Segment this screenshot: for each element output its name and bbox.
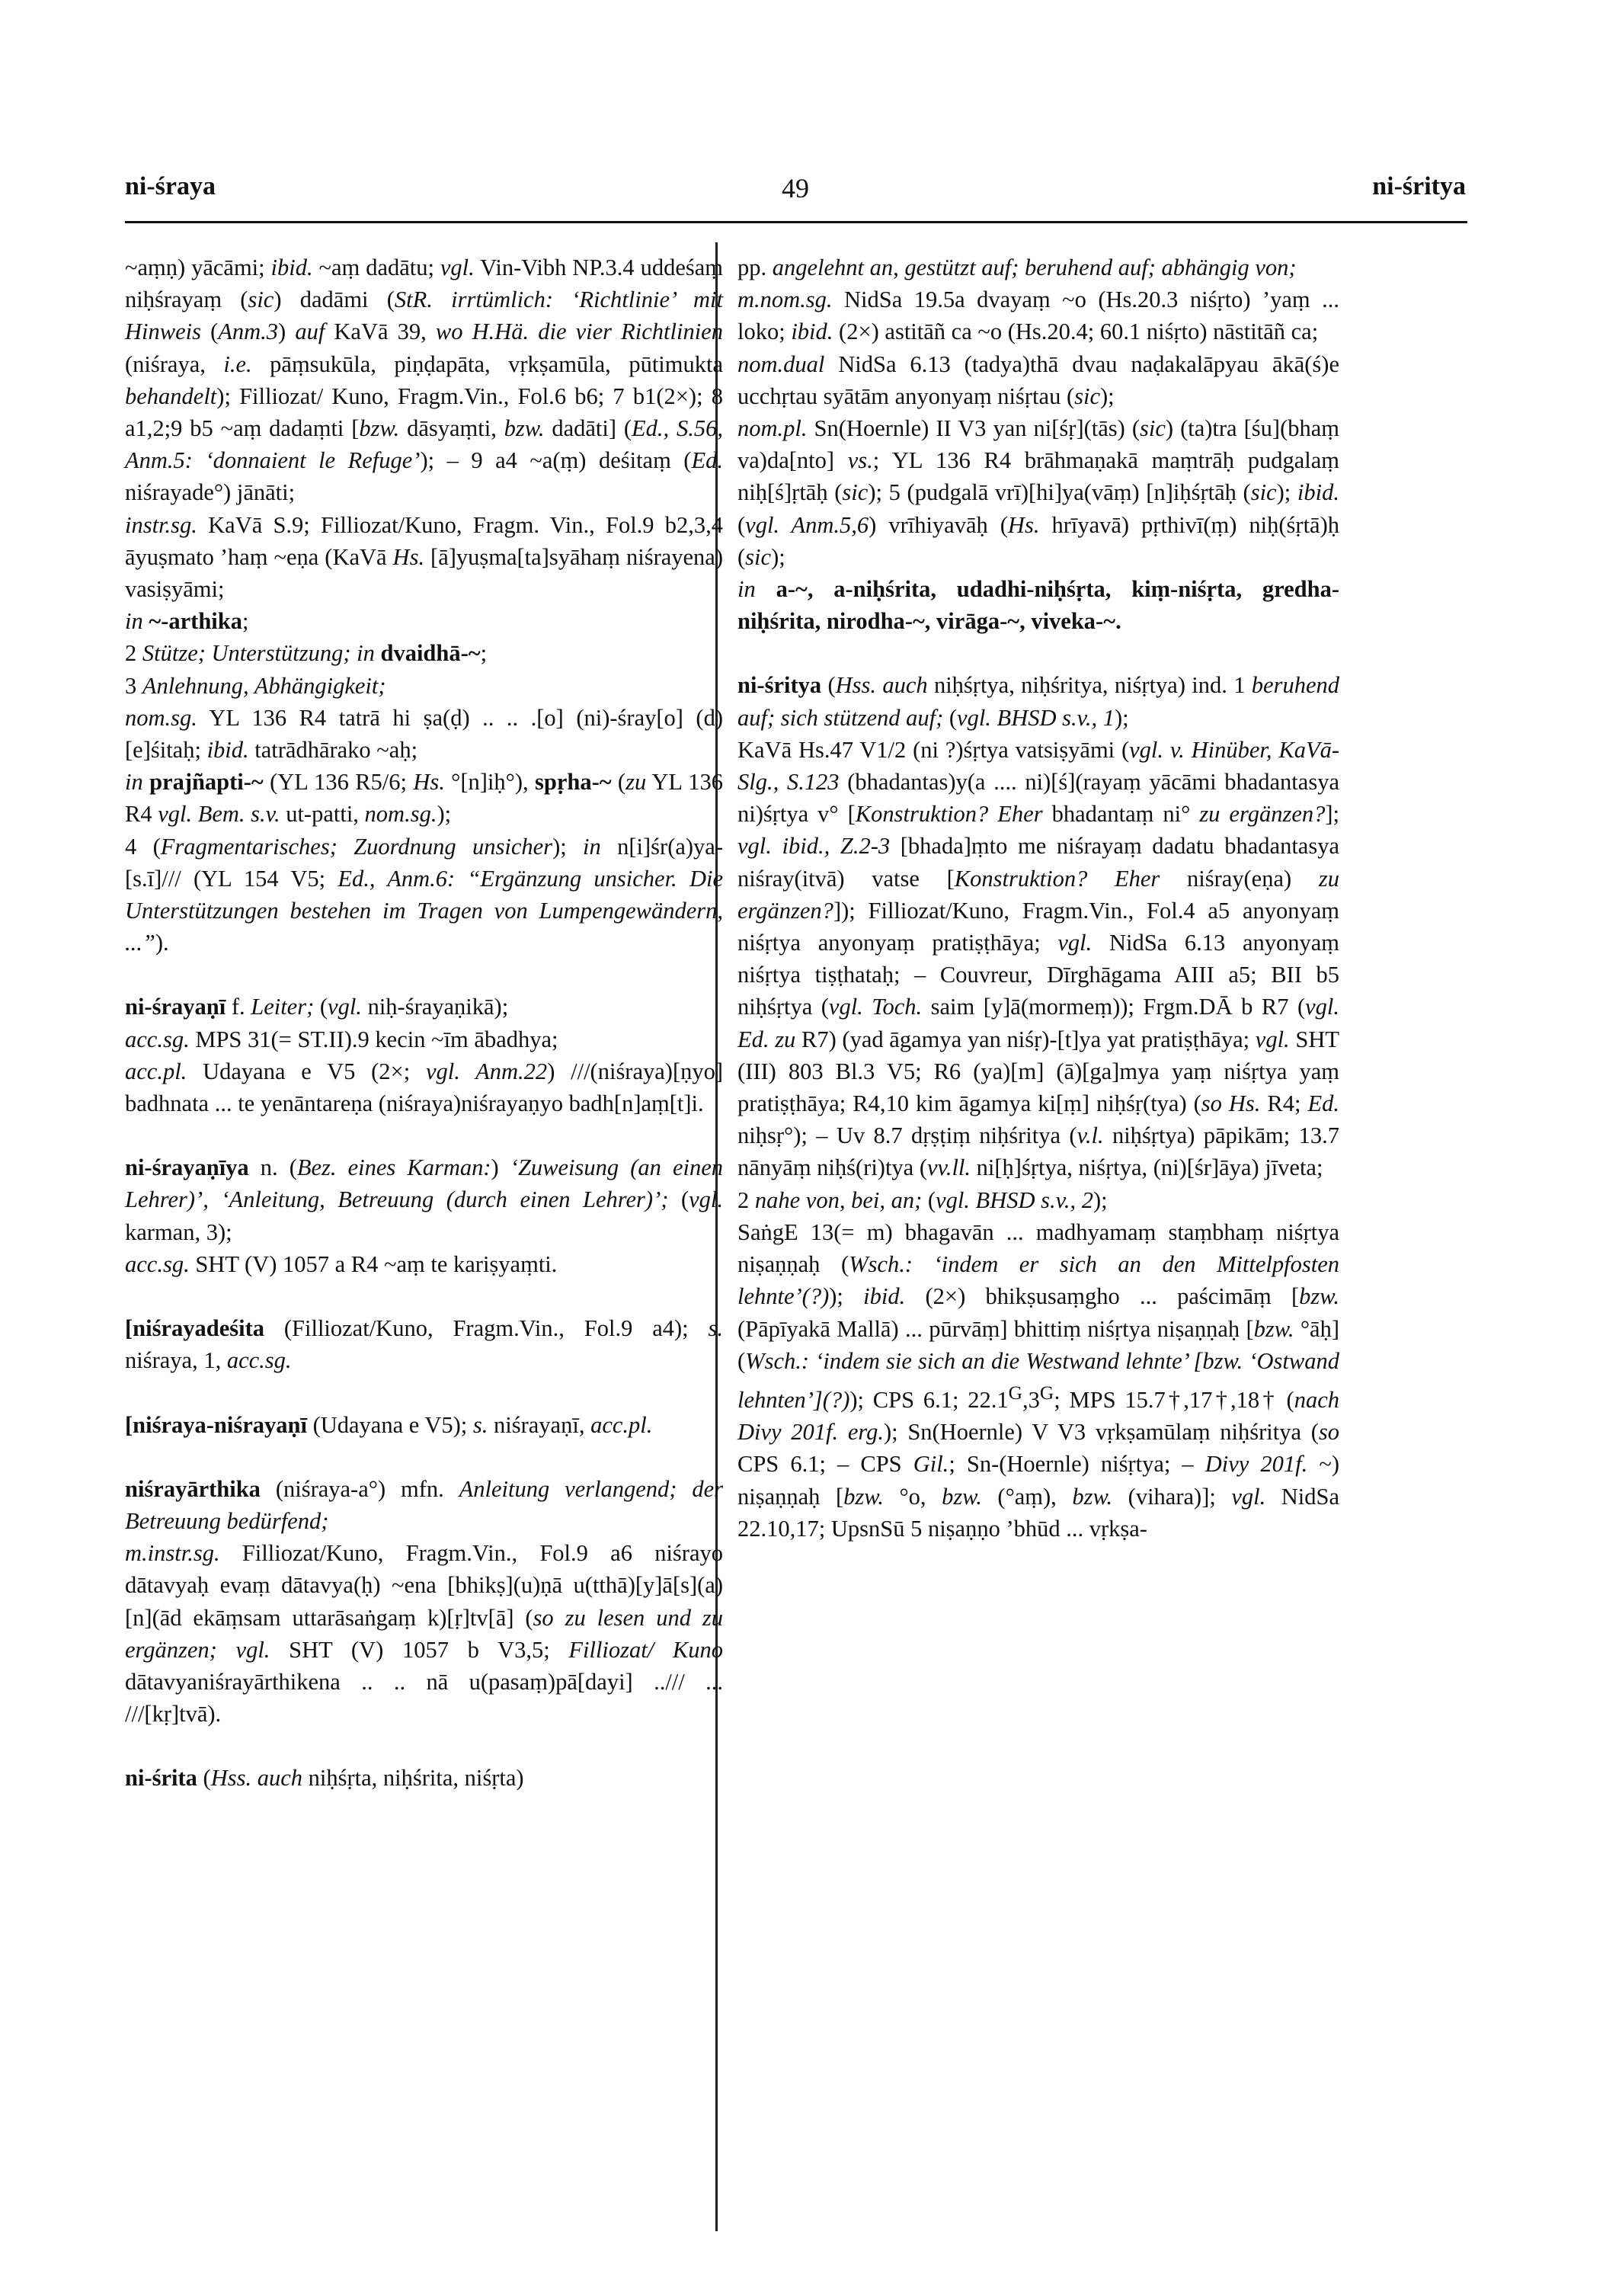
entry-spacer [125,959,723,991]
left-column-paragraph: acc.pl. Udayana e V5 (2×; vgl. Anm.22) ///(niśraya)[ṇyo] badhnata ... te yenāntareṇa (niśraya)niśrayaṇyo badh[n]aṃ[t]i. [125,1058,724,1117]
left-column-paragraph: ni-śrayaṇī f. Leiter; (vgl. niḥ-śrayaṇikā); [125,994,509,1020]
running-head-left: ni-śraya [125,172,216,200]
left-column-paragraph: [niśrayadeśita (Filliozat/Kuno, Fragm.Vin., Fol.9 a4); s. niśraya, 1, acc.sg. [125,1315,723,1374]
left-column-paragraph: in ~-arthika; [125,608,249,635]
entry-spacer [125,1280,723,1312]
right-column-paragraph: m.nom.sg. NidSa 19.5a dvayaṃ ~o (Hs.20.3 niśṛto) ’yaṃ ... loko; ibid. (2×) astitāñ ca ~o (Hs.20.4; 60.1 niśṛto) nāstitāñ ca; [737,287,1339,345]
left-column-paragraph: m.instr.sg. Filliozat/Kuno, Fragm.Vin., Fol.9 a6 niśrayo dātavyaḥ evaṃ dātavya(ḥ) ~ena [bhikṣ](u)ṇā u(tthā)[y]ā[s](a)[n](ād ekāṃsam uttarāsaṅgaṃ k)[ṛ]tv[ā] (so zu lesen und zu ergänzen; vgl. SHT (V) 1057 b V3,5; Filliozat/ Kuno dātavyaniśrayārthikena .. .. nā u(pasaṃ)pā[dayi] ../// ... ///[kṛ]tvā). [125,1540,724,1728]
entry-spacer [125,1119,723,1151]
left-column-paragraph: 2 Stütze; Unterstützung; in dvaidhā-~; [125,640,488,667]
page-number: 49 [782,173,809,203]
entry-spacer [125,1730,723,1762]
right-column-paragraph: ni-śritya (Hss. auch niḥśṛtya, niḥśritya, niśṛtya) ind. 1 beruhend auf; sich stützend auf; (vgl. BHSD s.v., 1); [737,672,1339,731]
left-column-paragraph: [niśraya-niśrayaṇī (Udayana e V5); s. niśrayaṇī, acc.pl. [125,1411,653,1438]
header-rule [125,221,1467,223]
left-column-paragraph: niśrayārthika (niśraya-a°) mfn. Anleitung verlangend; der Betreuung bedürfend; [125,1475,723,1534]
left-column-paragraph: 4 (Fragmentarisches; Zuordnung unsicher); in n[i]śr(a)ya-[s.ī]/// (YL 154 V5; Ed., Anm.6: “Ergänzung unsicher. Die Unterstützungen bestehen im Tragen von Lumpengewändern, ...”). [125,833,723,956]
left-column-paragraph: ~aṃṇ) yācāmi; ibid. ~aṃ dadātu; vgl. Vin-Vibh NP.3.4 uddeśaṃ niḥśrayaṃ (sic) dadāmi (StR. irrtümlich: ‘Richtlinie’ mit Hinweis (Anm.3) auf KaVā 39, wo H.Hä. die vier Richtlinien (niśraya, i.e. pāṃsukūla, piṇḍapāta, vṛkṣamūla, pūtimukta behandelt); Filliozat/ Kuno, Fragm.Vin., Fol.6 b6; 7 b1(2×); 8 a1,2;9 b5 ~aṃ dadaṃti [bzw. dāsyaṃti, bzw. dadāti] (Ed., S.56, Anm.5: ‘donnaient le Refuge’); – 9 a4 ~a(ṃ) deśitaṃ (Ed. niśrayade°) jānāti; [125,255,723,506]
left-column-paragraph: 3 Anlehnung, Abhängigkeit; [125,672,386,699]
right-column-paragraph: nom.dual NidSa 6.13 (tadya)thā dvau naḍakalāpyau ākā(ś)e ucchṛtau syātām anyonyaṃ niśṛtau (sic); [737,351,1339,409]
left-column [125,251,723,1795]
right-column-paragraph: 2 nahe von, bei, an; (vgl. BHSD s.v., 2); [737,1186,1108,1213]
right-column-paragraph: KaVā Hs.47 V1/2 (ni ?)śṛtya vatsiṣyāmi (vgl. v. Hinüber, KaVā-Slg., S.123 (bhadantas)y(a .... ni)[ś](rayaṃ yācāmi bhadantasya ni)śṛtya v° [Konstruktion? Eher bhadantaṃ ni° zu ergänzen?]; vgl. ibid., Z.2-3 [bhada]ṃto me niśrayaṃ dadatu bhadantasya niśray(itvā) vatse [Konstruktion? Eher niśray(eṇa) zu ergänzen?]); Filliozat/Kuno, Fragm.Vin., Fol.4 a5 anyonyaṃ niśṛtya anyonyaṃ pratiṣṭhāya; vgl. NidSa 6.13 anyonyaṃ niśṛtya tiṣṭhataḥ; – Couvreur, Dīrghāgama AIII a5; BII b5 niḥśṛtya (vgl. Toch. saim [y]ā(mormeṃ)); Frgm.DĀ b R7 (vgl. Ed. zu R7) (yad āgamya yan niśṛ)-[t]ya yat pratiṣṭhāya; vgl. SHT (III) 803 Bl.3 V5; R6 (ya)[m] (ā)[ga]mya yaṃ niśṛtya yaṃ pratiṣṭhāya; R4,10 kim āgamya ki[ṃ] niḥśṛ(tya) (so Hs. R4; Ed. niḥsṛ°); – Uv 8.7 dṛṣṭiṃ niḥśritya (v.l. niḥśṛtya) pāpikām; 13.7 nānyāṃ niḥś(ri)tya (vv.ll. ni[ḥ]śṛtya, niśṛtya, (ni)[śr]āya) jīveta; [737,736,1340,1181]
left-column-paragraph: in prajñapti-~ (YL 136 R5/6; Hs. °[n]iḥ°), spṛha-~ (zu YL 136 R4 vgl. Bem. s.v. ut-patti, nom.sg.); [125,769,723,828]
left-column-paragraph: ni-śrita (Hss. auch niḥśṛta, niḥśrita, niśṛta) [125,1765,524,1792]
entry-spacer [125,1441,723,1473]
left-column-paragraph: acc.sg. SHT (V) 1057 a R4 ~aṃ te kariṣyaṃti. [125,1250,558,1277]
left-column-paragraph: instr.sg. KaVā S.9; Filliozat/Kuno, Fragm. Vin., Fol.9 b2,3,4 āyuṣmato ’haṃ ~eṇa (KaVā Hs. [ā]yuṣma[ta]syāhaṃ niśrayena) vasiṣyāmi; [125,511,724,603]
right-column-paragraph: nom.pl. Sn(Hoernle) II V3 yan ni[śṛ](tās) (sic) (ta)tra [śu](bhaṃ va)da[nto] vs.; YL 136 R4 brāhmaṇakā maṃtrāḥ pudgalaṃ niḥ[ś]ṛtāḥ (sic); 5 (pudgalā vrī)[hi]ya(vāṃ) [n]iḥśṛtāḥ (sic); ibid. (vgl. Anm.5,6) vrīhiyavāḥ (Hs. hrīyavā) pṛthivī(ṃ) niḥ(śṛtā)ḥ (sic); [737,415,1339,570]
right-column-paragraph: in a-~, a-niḥśrita, udadhi-niḥśṛta, kiṃ-niśṛta, gredha-niḥśrita, nirodha-~, virāga-~, viveka-~. [737,576,1339,635]
left-column-paragraph: ni-śrayaṇīya n. (Bez. eines Karman:) ‘Zuweisung (an einen Lehrer)’, ‘Anleitung, Betreuung (durch einen Lehrer)’; (vgl. karman, 3); [125,1154,723,1245]
entry-spacer [125,1377,723,1409]
left-column-paragraph: nom.sg. YL 136 R4 tatrā hi ṣa(ḍ) .. .. .[o] (ni)-śray[o] (d)[e]śitaḥ; ibid. tatrādhārako ~aḥ; [125,704,723,764]
entry-spacer [737,637,1339,669]
right-column [737,251,1339,1545]
running-head-right: ni-śritya [1372,172,1466,200]
right-column-paragraph: SaṅgE 13(= m) bhagavān ... madhyamaṃ staṃbhaṃ niśṛtya niṣaṇṇaḥ (Wsch.: ‘indem er sich an den Mittelpfosten lehnte’(?)); ibid. (2×) bhikṣusaṃgho ... paścimāṃ [bzw. (Pāpīyakā Mallā) ... pūrvāṃ] bhittiṃ niśṛtya niṣaṇṇaḥ [bzw. °āḥ] (Wsch.: ‘indem sie sich an die Westwand lehnte’ [bzw. ‘Ostwand lehnten’](?)); CPS 6.1; $22.1^G,3^G$; MPS 15.7†,17†,18† (nach Divy 201f. erg.); Sn(Hoernle) V V3 vṛkṣamūlaṃ niḥśritya (so CPS 6.1; – CPS Gil.; Sn-(Hoernle) niśṛtya; – Divy 201f. ~) niṣaṇṇaḥ [bzw. °o, bzw. (°aṃ), bzw. (vihara)]; vgl. NidSa 22.10,17; UpsnSū 5 niṣaṇṇo ’bhūd ... vṛkṣa- [737,1218,1340,1542]
running-head [125,172,1466,218]
right-column-paragraph: pp. angelehnt an, gestützt auf; beruhend auf; abhängig von; [737,255,1297,280]
left-column-paragraph: acc.sg. MPS 31(= ST.II).9 kecin ~īm ābadhya; [125,1026,558,1052]
